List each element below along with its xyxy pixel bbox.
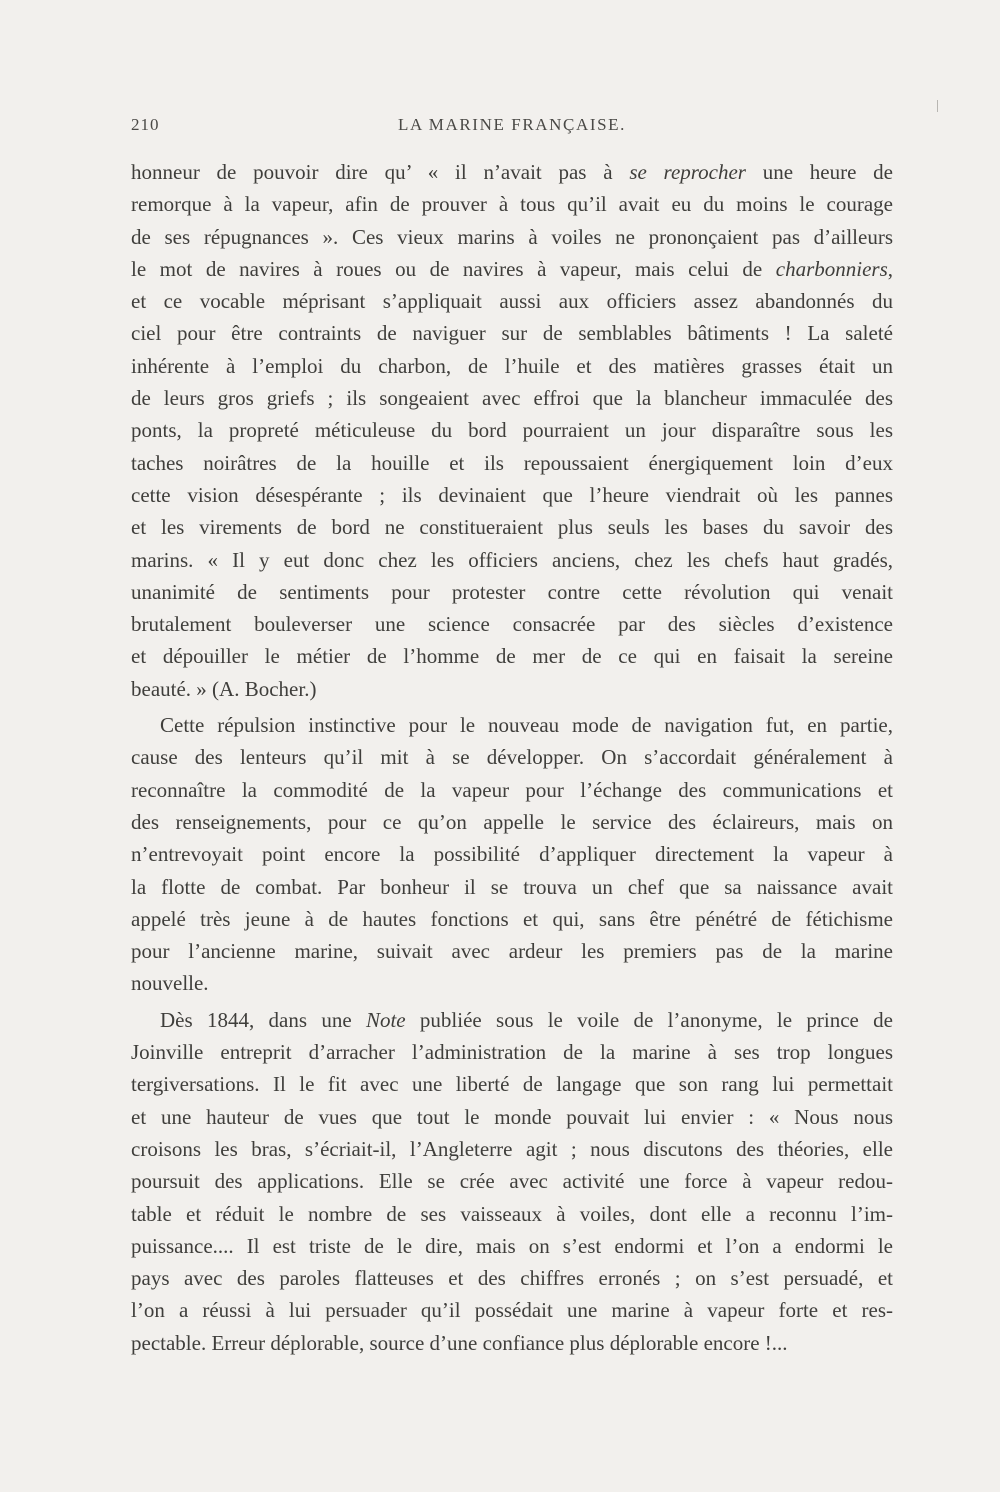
text-line: reconnaître la commodité de la vapeur pour l’échange des communications et: [131, 777, 893, 802]
text-line: le mot de navires à roues ou de navires à vapeur, mais celui de charbonniers,: [131, 256, 893, 281]
text-line: puissance.... Il est triste de le dire, mais on s’est endormi et l’on a endormi le: [131, 1233, 893, 1258]
text-line: cette vision désespérante ; ils devinaient que l’heure viendrait où les pannes: [131, 482, 893, 507]
text-line: table et réduit le nombre de ses vaisseaux à voiles, dont elle a reconnu l’im-: [131, 1201, 893, 1226]
text-line: l’on a réussi à lui persuader qu’il possédait une marine à vapeur forte et res-: [131, 1298, 893, 1323]
text-line: Joinville entreprit d’arracher l’administration de la marine à ses trop longues: [131, 1040, 893, 1065]
text-line: de leurs gros griefs ; ils songeaient avec effroi que la blancheur immaculée des: [131, 386, 893, 411]
running-title: LA MARINE FRANÇAISE.: [398, 115, 626, 134]
page-edge-mark: [937, 100, 938, 112]
text-line: des renseignements, pour ce qu’on appelle le service des éclaireurs, mais on: [131, 809, 893, 834]
text-line: remorque à la vapeur, afin de prouver à tous qu’il avait eu du moins le courage: [131, 192, 893, 217]
text-line: et dépouiller le métier de l’homme de mer de ce qui en faisait la sereine: [131, 644, 893, 669]
text-line: la flotte de combat. Par bonheur il se trouva un chef que sa naissance avait: [131, 874, 893, 899]
text-line: et une hauteur de vues que tout le monde pouvait lui envier : « Nous nous: [131, 1104, 893, 1129]
text-line: et ce vocable méprisant s’appliquait aussi aux officiers assez abandonnés du: [131, 289, 893, 314]
text-line: poursuit des applications. Elle se crée avec activité une force à vapeur redou-: [131, 1169, 893, 1194]
text-line: ciel pour être contraints de naviguer sur de semblables bâtiments ! La saleté: [131, 321, 893, 346]
text-line: Dès 1844, dans une Note publiée sous le voile de l’anonyme, le prince de: [160, 1007, 893, 1032]
text-line: brutalement bouleverser une science consacrée par des siècles d’existence: [131, 612, 893, 637]
page-header: [131, 115, 893, 143]
text-line: tergiversations. Il le fit avec une liberté de langage que son rang lui permettait: [131, 1072, 893, 1097]
text-line: marins. « Il y eut donc chez les officiers anciens, chez les chefs haut gradés,: [131, 547, 893, 572]
text-line: inhérente à l’emploi du charbon, de l’huile et des matières grasses était un: [131, 353, 893, 378]
text-line: pour l’ancienne marine, suivait avec ardeur les premiers pas de la marine: [131, 939, 893, 964]
text-line: honneur de pouvoir dire qu’ « il n’avait pas à se reprocher une heure de: [131, 160, 894, 184]
text-line: Cette répulsion instinctive pour le nouveau mode de navigation fut, en partie,: [160, 713, 893, 738]
text-line: taches noirâtres de la houille et ils repoussaient énergiquement loin d’eux: [131, 450, 893, 475]
text-line: de ses répugnances ». Ces vieux marins à voiles ne prononçaient pas d’ailleurs: [131, 224, 893, 249]
text-line: cause des lenteurs qu’il mit à se développer. On s’accordait généralement à: [131, 745, 893, 770]
text-line: pectable. Erreur déplorable, source d’une confiance plus déplorable encore !...: [131, 1330, 788, 1355]
text-line: et les virements de bord ne constitueraient plus seuls les bases du savoir des: [131, 515, 893, 540]
text-line: n’entrevoyait point encore la possibilité d’appliquer directement la vapeur à: [131, 842, 893, 867]
page-number: 210: [131, 115, 160, 134]
text-line: ponts, la propreté méticuleuse du bord pourraient un jour disparaître sous les: [131, 418, 893, 443]
body-text: [131, 156, 893, 1359]
text-line: unanimité de sentiments pour protester contre cette révolution qui venait: [131, 579, 893, 604]
text-line: nouvelle.: [131, 971, 209, 996]
text-line: pays avec des paroles flatteuses et des chiffres erronés ; on s’est persuadé, et: [131, 1266, 893, 1291]
text-line: croisons les bras, s’écriait-il, l’Angleterre agit ; nous discutons des théories, elle: [131, 1136, 893, 1161]
text-line: beauté. » (A. Bocher.): [131, 676, 317, 701]
text-line: appelé très jeune à de hautes fonctions et qui, sans être pénétré de fétichisme: [131, 906, 893, 931]
